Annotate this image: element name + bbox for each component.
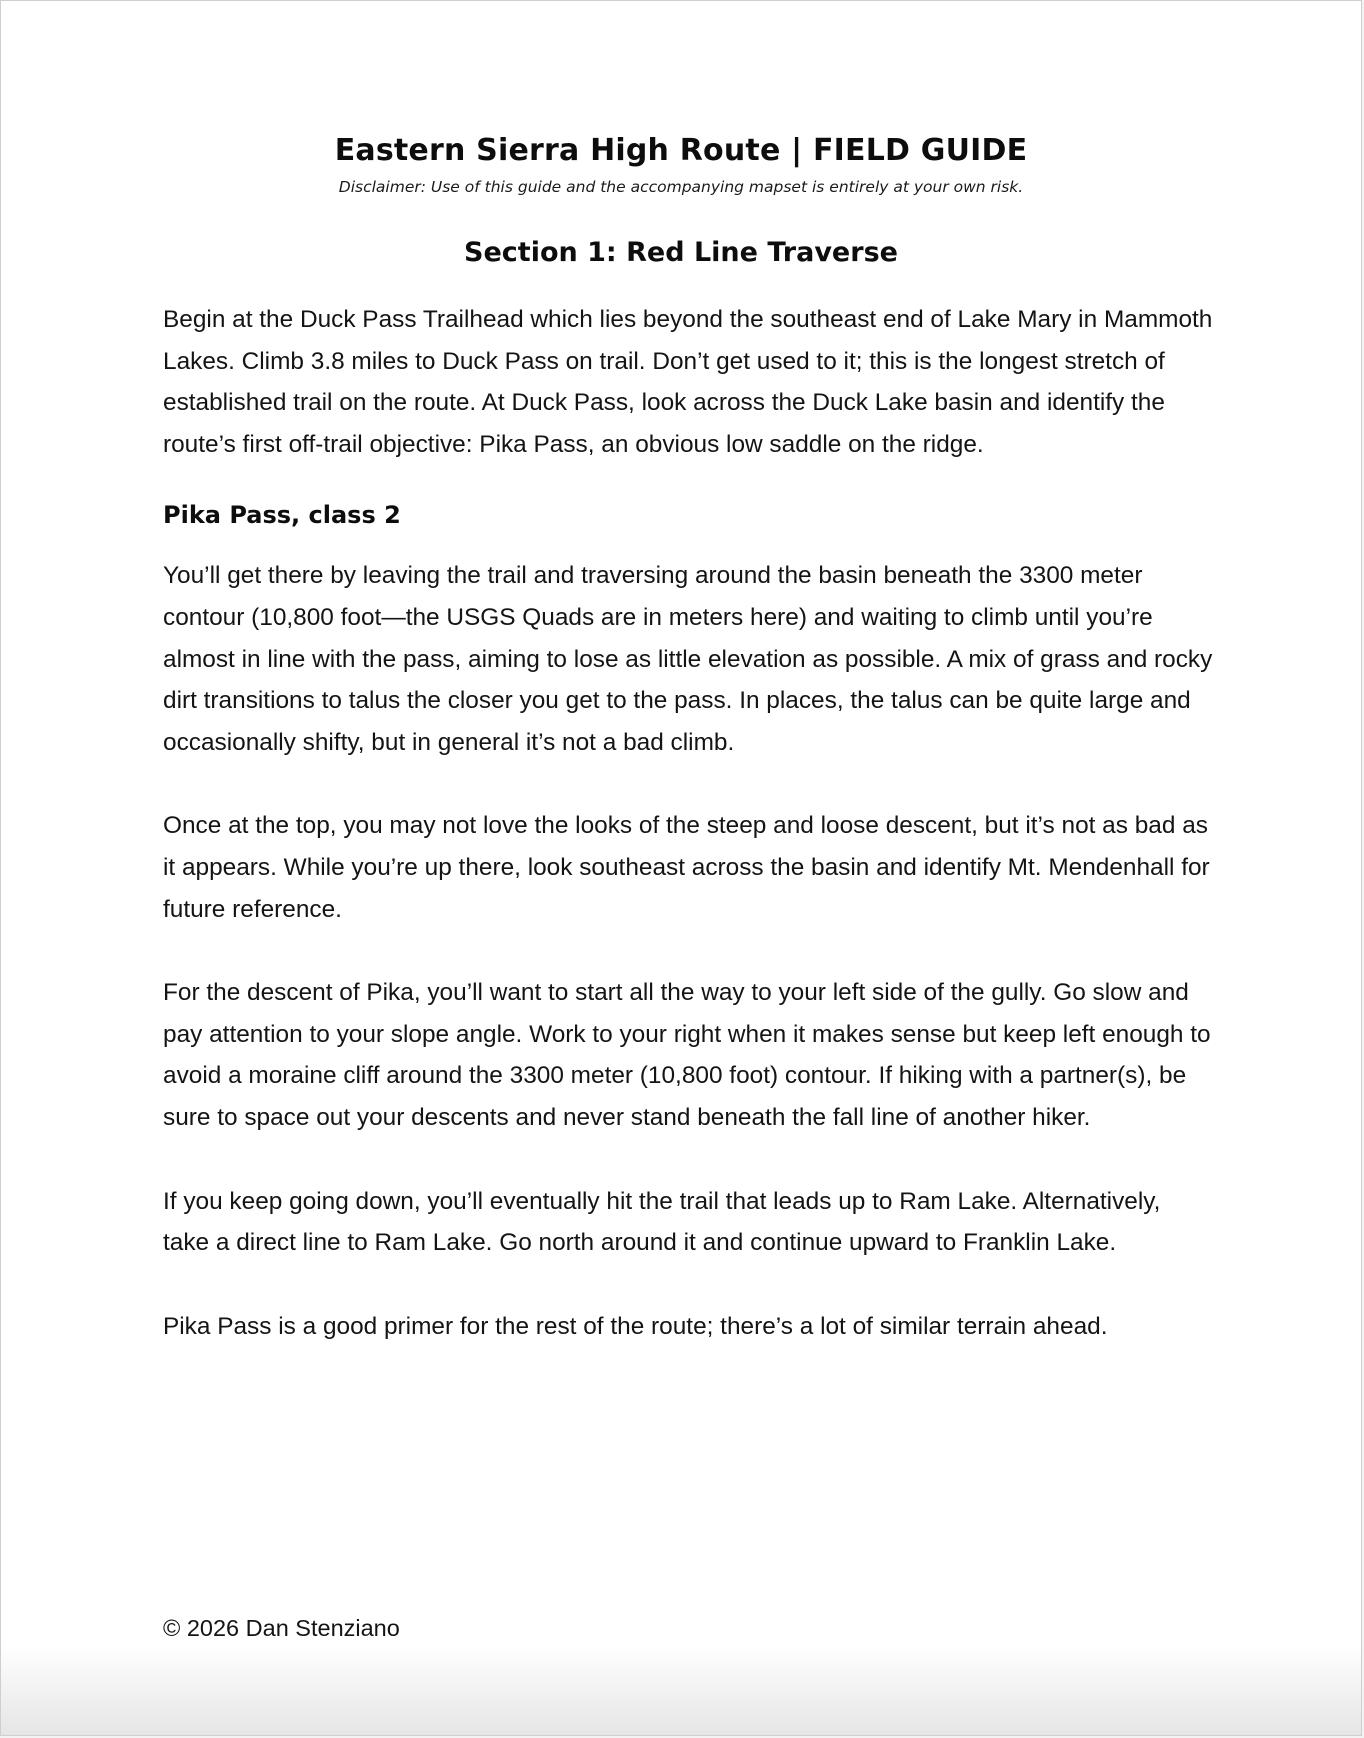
section-title: Section 1: Red Line Traverse bbox=[464, 237, 898, 268]
copyright-footer: © 2026 Dan Stenziano bbox=[163, 1615, 400, 1641]
body-paragraph: If you keep going down, you’ll eventually hit the trail that leads up to Ram Lake. Alternatively, take a direct line to Ram Lake. Go north around it and continue upward to Franklin Lake. bbox=[163, 1187, 1161, 1257]
intro-paragraph: Begin at the Duck Pass Trailhead which lies beyond the southeast end of Lake Mary in Mammoth Lakes. Climb 3.8 miles to Duck Pass on trail. Don’t get used to it; this is the longest stretch of established trail on the route. At Duck Pass, look across the Duck Lake basin and identify the route’s first off-trail objective: Pika Pass, an obvious low saddle on the ridge. bbox=[163, 306, 1213, 458]
body-paragraph: Pika Pass is a good primer for the rest of the route; there’s a lot of similar terrain ahead. bbox=[163, 1312, 1108, 1340]
paragraph-gap bbox=[163, 763, 1213, 805]
body-paragraph: For the descent of Pika, you’ll want to start all the way to your left side of the gully. Go slow and pay attention to your slope angle. Work to your right when it makes sense but keep left enough to avoid a moraine cliff around the 3300 meter (10,800 foot) contour. If hiking with a partner(s), be sure to space out your descents and never stand beneath the fall line of another hiker. bbox=[163, 979, 1211, 1131]
body-paragraph: Once at the top, you may not love the looks of the steep and loose descent, but it’s not as bad as it appears. While you’re up there, look southeast across the basin and identify Mt. Mendenhall for future reference. bbox=[163, 812, 1210, 923]
paragraph-gap bbox=[163, 930, 1213, 972]
page-bottom-shade bbox=[1, 1645, 1361, 1735]
paragraph-gap bbox=[163, 1139, 1213, 1181]
subsection-heading: Pika Pass, class 2 bbox=[163, 501, 401, 530]
body-paragraph: You’ll get there by leaving the trail and traversing around the basin beneath the 3300 meter contour (10,800 foot—the USGS Quads are in meters here) and waiting to climb until you’re almost in line with the pass, aiming to lose as little elevation as possible. A mix of grass and rocky dirt transitions to talus the closer you get to the pass. In places, the talus can be quite large and occasionally shifty, but in general it’s not a bad climb. bbox=[163, 562, 1213, 756]
document-title: Eastern Sierra High Route | FIELD GUIDE bbox=[334, 133, 1028, 168]
section-body bbox=[163, 299, 1213, 1347]
disclaimer: Disclaimer: Use of this guide and the accompanying mapset is entirely at your own risk. bbox=[338, 178, 1024, 196]
document-header bbox=[1, 133, 1361, 196]
paragraph-gap bbox=[163, 1264, 1213, 1306]
